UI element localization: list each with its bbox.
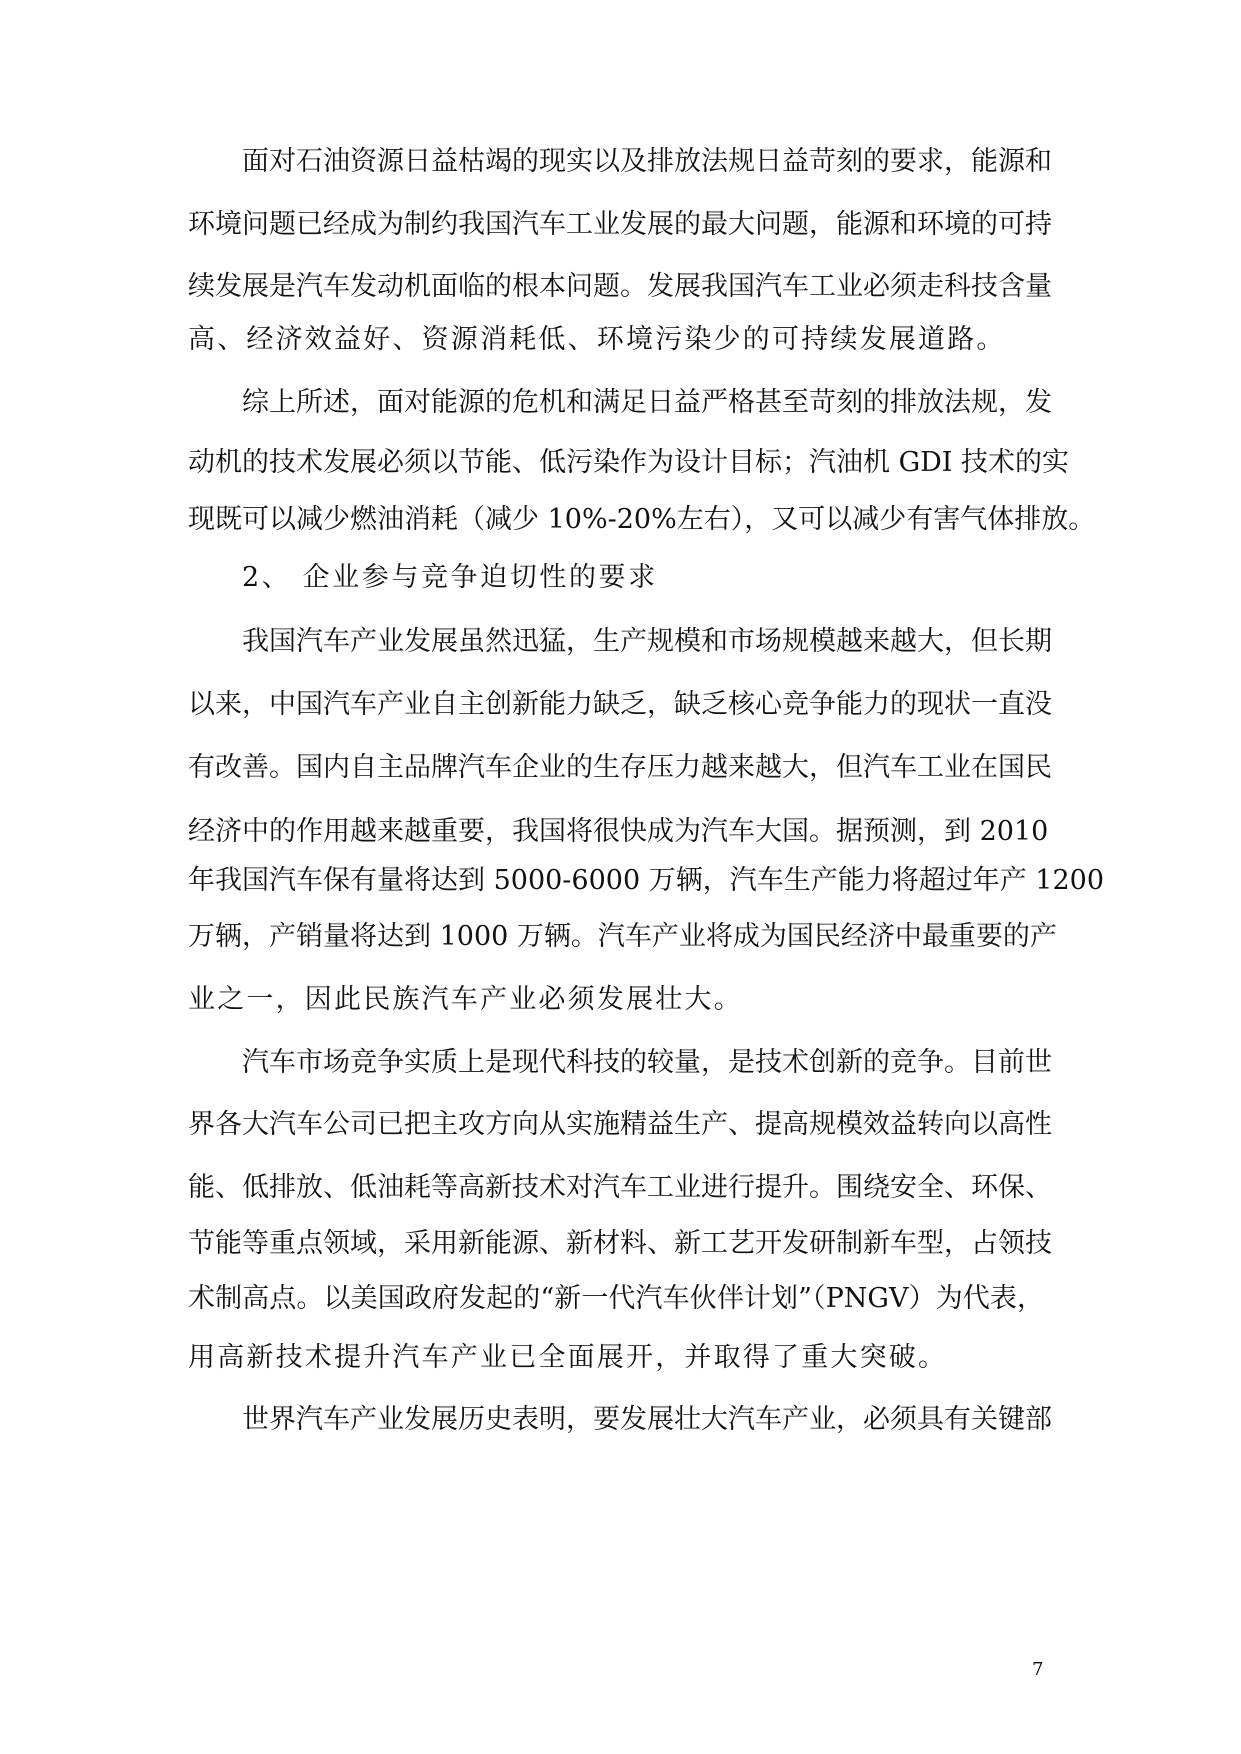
paragraph-line: 现既可以减少燃油消耗（减少 10%-20%左右），又可以减少有害气体排放。 [188,504,1096,535]
page-number: 7 [1032,1659,1044,1680]
paragraph-line: 续发展是汽车发动机面临的根本问题。发展我国汽车工业必须走科技含量 [188,271,1052,302]
paragraph-line: 年我国汽车保有量将达到 5000-6000 万辆，汽车生产能力将超过年产 1200 [188,865,1105,896]
paragraph-line: 世界汽车产业发展历史表明，要发展壮大汽车产业，必须具有关键部 [242,1404,1052,1435]
paragraph-line: 综上所述，面对能源的危机和满足日益严格甚至苛刻的排放法规，发 [242,387,1052,418]
paragraph-line: 术制高点。以美国政府发起的“新一代汽车伙伴计划”（PNGV）为代表， [188,1283,1044,1314]
paragraph-line: 界各大汽车公司已把主攻方向从实施精益生产、提高规模效益转向以高性 [188,1109,1052,1140]
paragraph-line: 动机的技术发展必须以节能、低污染作为设计目标；汽油机 GDI 技术的实 [188,447,1070,478]
paragraph-line: 高、经济效益好、资源消耗低、环境污染少的可持续发展道路。 [188,324,1006,355]
paragraph-line: 节能等重点领域，采用新能源、新材料、新工艺开发研制新车型，占领技 [188,1228,1052,1259]
paragraph-line: 万辆，产销量将达到 1000 万辆。汽车产业将成为国民经济中最重要的产 [188,921,1057,952]
paragraph-line: 以来，中国汽车产业自主创新能力缺乏，缺乏核心竞争能力的现状一直没 [188,689,1052,720]
paragraph-line: 环境问题已经成为制约我国汽车工业发展的最大问题，能源和环境的可持 [188,209,1052,240]
paragraph-line: 能、低排放、低油耗等高新技术对汽车工业进行提升。围绕安全、环保、 [188,1172,1052,1203]
paragraph-line: 面对石油资源日益枯竭的现实以及排放法规日益苛刻的要求，能源和 [242,146,1052,177]
section-heading: 2、 企业参与竞争迫切性的要求 [242,562,658,593]
paragraph-line: 业之一，因此民族汽车产业必须发展壮大。 [188,984,743,1015]
paragraph-line: 汽车市场竞争实质上是现代科技的较量，是技术创新的竞争。目前世 [242,1047,1052,1078]
paragraph-line: 用高新技术提升汽车产业已全面展开，并取得了重大突破。 [188,1342,948,1373]
paragraph-line: 有改善。国内自主品牌汽车企业的生存压力越来越大，但汽车工业在国民 [188,752,1052,783]
paragraph-line: 我国汽车产业发展虽然迅猛，生产规模和市场规模越来越大，但长期 [242,626,1052,657]
paragraph-line: 经济中的作用越来越重要，我国将很快成为汽车大国。据预测，到 2010 [188,816,1049,847]
